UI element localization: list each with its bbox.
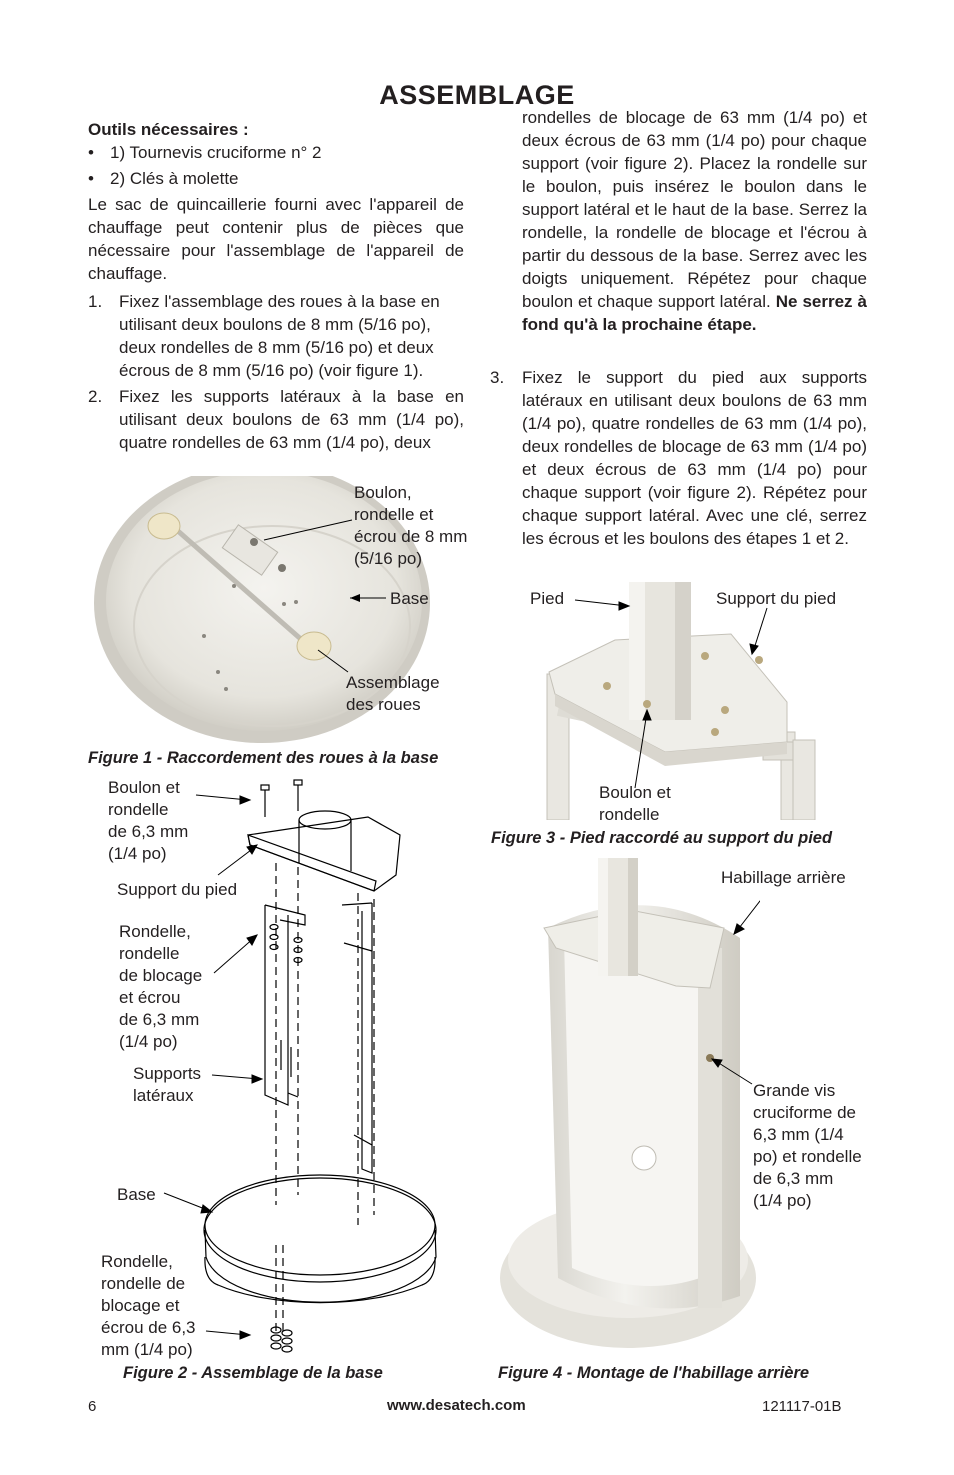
figure-1-label-bolt — [354, 482, 467, 570]
label-line: rondelle de — [101, 1274, 186, 1293]
label-line: de 6,3 mm — [108, 822, 189, 841]
label-line: Rondelle, — [119, 922, 191, 941]
step-2-continued — [522, 106, 867, 336]
step-number: 1. — [88, 292, 103, 311]
figure-2-label-base: Base — [117, 1185, 156, 1204]
tool-item: 2) Clés à molette — [110, 169, 239, 188]
figure-3-caption: Figure 3 - Pied raccordé au support du pied — [491, 829, 833, 847]
figure-4-label-screw — [753, 1080, 862, 1212]
figure-1-caption: Figure 1 - Raccordement des roues à la base — [88, 749, 439, 767]
step-warning: Ne serrez à fond qu'à la prochaine étape. — [522, 292, 867, 334]
figure-1-label-wheels — [346, 672, 440, 716]
list-item — [88, 141, 468, 167]
figure-4-illustration — [500, 858, 760, 1358]
step-2 — [88, 385, 464, 454]
step-1 — [88, 290, 495, 382]
document-code: 121117-01B — [762, 1398, 842, 1415]
tools-heading: Outils nécessaires : — [88, 120, 249, 139]
figure-3-illustration — [535, 582, 865, 820]
website-link[interactable]: www.desatech.com — [387, 1397, 526, 1414]
tool-item: 1) Tournevis cruciforme n° 2 — [110, 143, 322, 162]
label-line: écrou de 6,3 — [101, 1318, 196, 1337]
label-line: rondelle — [599, 805, 660, 824]
label-line: de 6,3 mm — [753, 1169, 834, 1188]
step-text: Fixez l'assemblage des roues à la base en utilisant deux boulons de 8 mm (5/16 po), deux rondelles de 8 mm (5/16 po) et deux écrous de 8 mm (5/16 po) (voir figure 1). — [119, 292, 440, 380]
page-number: 6 — [88, 1398, 97, 1415]
step-number: 3. — [490, 368, 505, 387]
label-line: rondelle — [108, 800, 169, 819]
step-text: Fixez le support du pied aux supports latéraux en utilisant deux boulons de 63 mm (1/4 po), quatre rondelles de 63 mm (1/4 po), deux rondelles de blocage de 63 mm (1/4 po) et deux écrous de 63 mm (1/4 po) pour chaque support (voir figure 2). Répétez pour chaque support latéral. Avec une clé, serrez les écrous et les boulons des étapes 1 et 2. — [522, 368, 867, 548]
label-line: latéraux — [133, 1086, 194, 1105]
figure-1-label-base: Base — [390, 589, 429, 608]
label-line: de blocage — [119, 966, 203, 985]
label-line: mm (1/4 po) — [101, 1340, 193, 1359]
label-line: et écrou — [119, 988, 181, 1007]
label-line: Boulon et — [599, 783, 671, 802]
step-number: 2. — [88, 387, 103, 406]
label-line: Grande vis — [753, 1081, 836, 1100]
figure-4-label-cover: Habillage arrière — [721, 868, 846, 887]
label-line: Boulon, — [354, 483, 412, 502]
step-text: Fixez les supports latéraux à la base en utilisant deux boulons de 63 mm (1/4 po), quatre rondelles de 63 mm (1/4 po), deux — [119, 387, 464, 452]
label-line: des roues — [346, 695, 421, 714]
figure-4-caption: Figure 4 - Montage de l'habillage arrière — [498, 1364, 810, 1382]
label-line: Supports — [133, 1064, 202, 1083]
label-line: blocage et — [101, 1296, 180, 1315]
tools-list — [88, 141, 468, 193]
label-line: (1/4 po) — [108, 844, 167, 863]
figure-2-label-bolt — [108, 777, 188, 865]
label-line: Rondelle, — [101, 1252, 173, 1271]
bullet: • — [88, 169, 94, 188]
label-line: Assemblage — [346, 673, 440, 692]
bullet: • — [88, 143, 94, 162]
figure-2-label-side-supports — [133, 1063, 201, 1107]
label-line: de 6,3 mm — [119, 1010, 200, 1029]
page-title: ASSEMBLAGE — [379, 80, 575, 110]
list-item — [88, 167, 468, 193]
label-line: écrou de 8 mm — [354, 527, 468, 546]
label-line: rondelle — [119, 944, 180, 963]
figure-3-label-support: Support du pied — [716, 589, 837, 608]
label-line: (1/4 po) — [119, 1032, 178, 1051]
step-3 — [490, 366, 867, 550]
label-line: rondelle et — [354, 505, 434, 524]
figure-2-label-washers — [119, 921, 202, 1053]
label-line: 6,3 mm (1/4 — [753, 1125, 844, 1144]
figure-3-label-pied: Pied — [530, 589, 565, 608]
figure-2-label-foot-support: Support du pied — [117, 880, 238, 899]
label-line: Boulon et — [108, 778, 180, 797]
figure-3-label-bolt — [599, 782, 671, 826]
label-line: cruciforme de — [753, 1103, 856, 1122]
figure-2-label-bottom-hardware — [101, 1251, 196, 1361]
intro-paragraph: Le sac de quincaillerie fourni avec l'appareil de chauffage peut contenir plus de pièces que nécessaire pour l'assemblage de l'appareil de chauffage. — [88, 195, 464, 283]
figure-2-caption: Figure 2 - Assemblage de la base — [123, 1364, 383, 1382]
label-line: (5/16 po) — [354, 549, 423, 568]
step-text: rondelles de blocage de 63 mm (1/4 po) et deux écrous de 63 mm (1/4 po) pour chaque support (voir figure 2). Placez la rondelle sur le boulon, puis insérez le boulon dans le support latéral et le haut de la base. Serrez la rondelle, la rondelle de blocage et l'écrou à partir du dessous de la base. Serrez avec les doigts uniquement. Répétez pour chaque boulon et chaque support latéral. — [522, 108, 867, 311]
label-line: po) et rondelle — [753, 1147, 862, 1166]
label-line: (1/4 po) — [753, 1191, 812, 1210]
